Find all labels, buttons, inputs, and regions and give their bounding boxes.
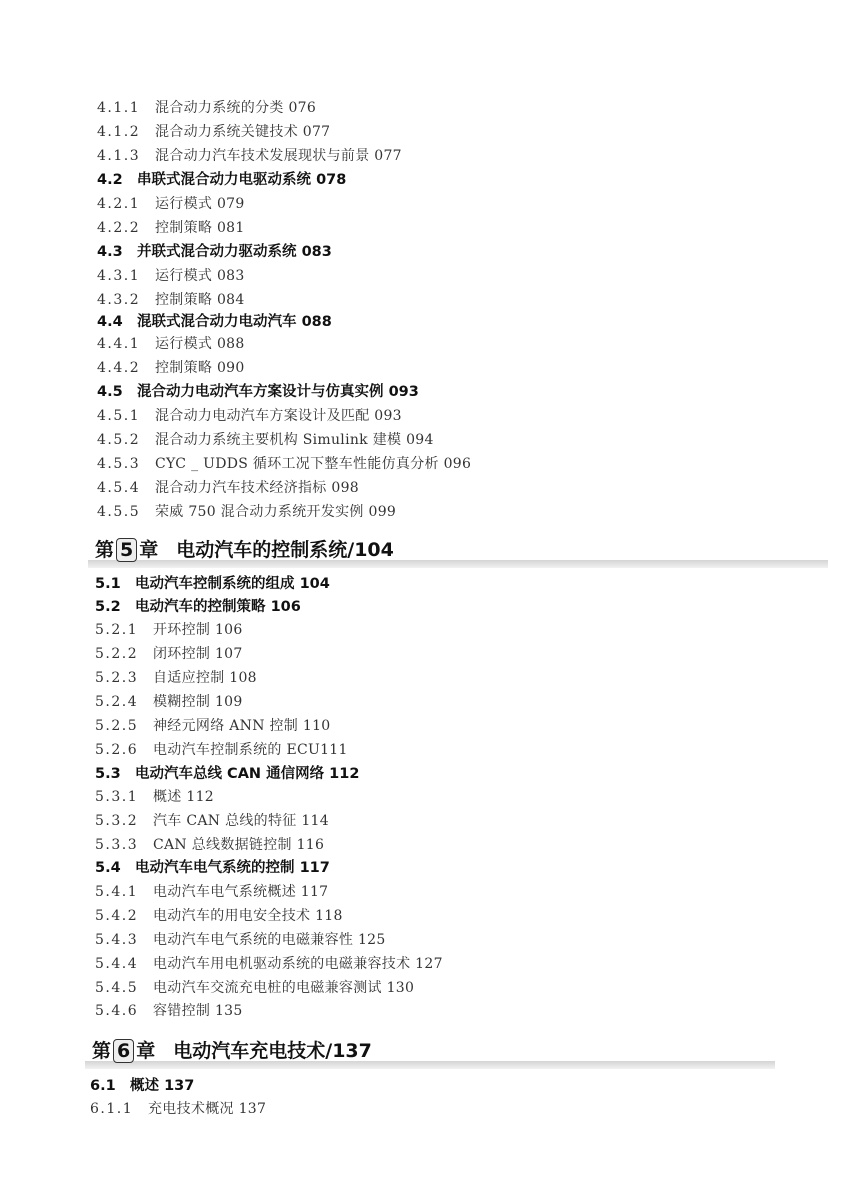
entry-number: 5.2.1 — [95, 622, 139, 638]
toc-entry-4-4-2 — [97, 356, 245, 380]
entry-number: 5.2.2 — [95, 646, 139, 662]
toc-entry-4-2-2 — [97, 216, 245, 240]
entry-title: 混合动力系统关键技术 — [155, 124, 298, 140]
entry-number: 5.3.2 — [95, 813, 139, 829]
entry-page: 096 — [443, 456, 472, 472]
entry-title: 混合动力汽车技术经济指标 — [155, 480, 327, 496]
toc-section-5-1 — [95, 572, 330, 596]
section-number: 4.4 — [97, 314, 123, 330]
toc-entry-4-1-2 — [97, 120, 330, 144]
entry-title: 混合动力电动汽车方案设计及匹配 — [155, 408, 370, 424]
entry-number: 5.2.3 — [95, 670, 139, 686]
entry-page: 125 — [357, 932, 386, 948]
entry-page: 116 — [296, 837, 325, 853]
section-page: 117 — [299, 860, 330, 876]
entry-title: 开环控制 — [153, 622, 211, 638]
section-title: 串联式混合动力电驱动系统 — [137, 172, 311, 188]
entry-page: 109 — [214, 694, 243, 710]
entry-title: 电动汽车的用电安全技术 — [153, 908, 311, 924]
section-number: 5.1 — [95, 576, 121, 592]
entry-title: 电动汽车电气系统概述 — [153, 884, 296, 900]
entry-page: 088 — [216, 336, 245, 352]
entry-page: 079 — [216, 196, 245, 212]
section-number: 4.3 — [97, 244, 123, 260]
toc-section-6-1 — [90, 1074, 194, 1098]
entry-title: 荣威 750 混合动力系统开发实例 — [155, 504, 364, 520]
toc-entry-4-5-5 — [97, 500, 396, 524]
chapter-title: 电动汽车充电技术/137 — [173, 1040, 372, 1062]
entry-number: 4.5.1 — [97, 408, 141, 424]
entry-page: 084 — [216, 292, 245, 308]
entry-title: 运行模式 — [155, 196, 213, 212]
toc-entry-5-2-3 — [95, 666, 257, 690]
entry-title: 混合动力系统主要机构 Simulink 建模 — [155, 432, 402, 448]
entry-number: 4.5.5 — [97, 504, 141, 520]
entry-page: 137 — [238, 1101, 267, 1117]
entry-title: 运行模式 — [155, 268, 213, 284]
entry-number: 4.4.2 — [97, 360, 141, 376]
toc-section-4-3 — [97, 240, 332, 264]
chapter-prefix: 第 — [95, 539, 115, 561]
entry-number: 4.1.1 — [97, 100, 141, 116]
entry-page: 127 — [415, 956, 443, 972]
entry-page: 114 — [301, 813, 329, 829]
section-number: 4.2 — [97, 172, 123, 188]
section-page: 093 — [388, 384, 419, 400]
entry-title: 电动汽车交流充电桩的电磁兼容测试 — [153, 980, 382, 996]
section-title: 混联式混合动力电动汽车 — [137, 314, 297, 330]
entry-number: 4.3.1 — [97, 268, 141, 284]
entry-page: 117 — [300, 884, 329, 900]
toc-entry-5-2-2 — [95, 642, 243, 666]
toc-entry-4-3-1 — [97, 264, 245, 288]
toc-section-5-2 — [95, 595, 301, 619]
section-page: 112 — [329, 766, 360, 782]
entry-page: 093 — [374, 408, 402, 424]
toc-entry-4-5-3 — [97, 452, 471, 476]
toc-section-5-4 — [95, 856, 330, 880]
chapter-5-heading — [95, 535, 394, 565]
toc-entry-4-3-2 — [97, 288, 245, 312]
toc-section-4-5 — [97, 380, 419, 404]
toc-entry-5-2-1 — [95, 618, 243, 642]
toc-entry-5-4-5 — [95, 976, 414, 1000]
entry-page: 090 — [216, 360, 245, 376]
section-title: 电动汽车电气系统的控制 — [135, 860, 295, 876]
toc-entry-4-1-3 — [97, 144, 402, 168]
entry-title: 充电技术概况 — [148, 1101, 234, 1117]
section-title: 混合动力电动汽车方案设计与仿真实例 — [137, 384, 384, 400]
entry-title: 概述 — [153, 789, 182, 805]
toc-entry-5-4-2 — [95, 904, 343, 928]
entry-title: 汽车 CAN 总线的特征 — [153, 813, 297, 829]
entry-title: 模糊控制 — [153, 694, 211, 710]
entry-page: 110 — [302, 718, 331, 734]
entry-number: 4.1.2 — [97, 124, 141, 140]
toc-entry-5-2-6 — [95, 738, 348, 762]
entry-title: 神经元网络 ANN 控制 — [153, 718, 299, 734]
toc-entry-5-2-5 — [95, 714, 331, 738]
toc-entry-4-1-1 — [97, 96, 316, 120]
toc-entry-4-2-1 — [97, 192, 245, 216]
section-number: 6.1 — [90, 1078, 116, 1094]
entry-title: 控制策略 — [155, 292, 213, 308]
entry-page: 083 — [216, 268, 245, 284]
toc-entry-5-3-3 — [95, 833, 324, 857]
entry-number: 5.2.4 — [95, 694, 139, 710]
entry-title: 运行模式 — [155, 336, 213, 352]
entry-number: 4.2.1 — [97, 196, 141, 212]
toc-entry-5-3-1 — [95, 785, 214, 809]
entry-number: 5.4.3 — [95, 932, 139, 948]
section-number: 5.4 — [95, 860, 121, 876]
entry-title: 容错控制 — [153, 1003, 211, 1019]
toc-entry-6-1-1 — [90, 1097, 266, 1121]
entry-page: 077 — [374, 148, 402, 164]
section-page: 083 — [301, 244, 332, 260]
entry-page: 107 — [214, 646, 243, 662]
entry-title: 自适应控制 — [153, 670, 225, 686]
toc-entry-5-2-4 — [95, 690, 243, 714]
toc-section-4-2 — [97, 168, 346, 192]
entry-number: 5.4.4 — [95, 956, 139, 972]
chapter-suffix: 章 — [139, 539, 159, 561]
entry-page: 135 — [214, 1003, 243, 1019]
toc-section-4-4 — [97, 310, 332, 334]
entry-title: 混合动力系统的分类 — [155, 100, 284, 116]
entry-number: 4.1.3 — [97, 148, 141, 164]
entry-page: 098 — [331, 480, 359, 496]
entry-number: 4.5.2 — [97, 432, 141, 448]
chapter-suffix: 章 — [136, 1040, 156, 1062]
entry-number: 4.4.1 — [97, 336, 141, 352]
entry-page: 118 — [315, 908, 343, 924]
entry-title: 闭环控制 — [153, 646, 211, 662]
entry-page: 112 — [186, 789, 214, 805]
entry-number: 4.3.2 — [97, 292, 141, 308]
chapter-number-box: 5 — [116, 538, 137, 562]
entry-title: CYC _ UDDS 循环工况下整车性能仿真分析 — [155, 456, 439, 472]
section-page: 106 — [270, 599, 301, 615]
entry-title: CAN 总线数据链控制 — [153, 837, 292, 853]
section-page: 104 — [299, 576, 330, 592]
entry-number: 5.2.6 — [95, 742, 139, 758]
section-title: 概述 — [130, 1078, 159, 1094]
entry-page: 099 — [368, 504, 397, 520]
section-title: 电动汽车总线 CAN 通信网络 — [135, 766, 325, 782]
entry-page: 130 — [386, 980, 415, 996]
entry-title: 控制策略 — [155, 360, 213, 376]
toc-entry-5-4-6 — [95, 999, 243, 1023]
entry-title: 电动汽车电气系统的电磁兼容性 — [153, 932, 354, 948]
toc-entry-5-4-4 — [95, 952, 443, 976]
toc-entry-5-3-2 — [95, 809, 329, 833]
toc-entry-5-4-3 — [95, 928, 386, 952]
entry-page: 076 — [288, 100, 317, 116]
chapter-6-heading — [92, 1036, 372, 1066]
entry-number: 5.4.2 — [95, 908, 139, 924]
toc-section-5-3 — [95, 762, 359, 786]
entry-number: 5.4.6 — [95, 1003, 139, 1019]
entry-number: 4.5.4 — [97, 480, 141, 496]
entry-number: 5.4.1 — [95, 884, 139, 900]
toc-entry-4-4-1 — [97, 332, 245, 356]
entry-number: 5.3.1 — [95, 789, 139, 805]
section-title: 并联式混合动力驱动系统 — [137, 244, 297, 260]
chapter-prefix: 第 — [92, 1040, 112, 1062]
section-title: 电动汽车控制系统的组成 — [135, 576, 295, 592]
section-page: 078 — [316, 172, 347, 188]
section-number: 5.2 — [95, 599, 121, 615]
toc-entry-4-5-1 — [97, 404, 402, 428]
entry-number: 5.4.5 — [95, 980, 139, 996]
entry-number: 6.1.1 — [90, 1101, 134, 1117]
toc-entry-5-4-1 — [95, 880, 328, 904]
entry-number: 5.3.3 — [95, 837, 139, 853]
chapter-title: 电动汽车的控制系统/104 — [176, 539, 394, 561]
section-number: 4.5 — [97, 384, 123, 400]
entry-number: 4.5.3 — [97, 456, 141, 472]
toc-entry-4-5-4 — [97, 476, 359, 500]
chapter-number-box: 6 — [113, 1039, 134, 1063]
section-title: 电动汽车的控制策略 — [135, 599, 266, 615]
entry-title: 电动汽车用电机驱动系统的电磁兼容技术 — [153, 956, 411, 972]
entry-title: 控制策略 — [155, 220, 213, 236]
entry-page: 108 — [229, 670, 257, 686]
entry-number: 5.2.5 — [95, 718, 139, 734]
entry-title: 混合动力汽车技术发展现状与前景 — [155, 148, 370, 164]
entry-page: 106 — [214, 622, 243, 638]
section-page: 088 — [301, 314, 332, 330]
entry-page: 081 — [216, 220, 245, 236]
entry-page: 077 — [302, 124, 331, 140]
entry-page: 094 — [406, 432, 434, 448]
toc-entry-4-5-2 — [97, 428, 434, 452]
entry-title: 电动汽车控制系统的 ECU111 — [153, 742, 348, 758]
entry-number: 4.2.2 — [97, 220, 141, 236]
section-number: 5.3 — [95, 766, 121, 782]
section-page: 137 — [164, 1078, 195, 1094]
